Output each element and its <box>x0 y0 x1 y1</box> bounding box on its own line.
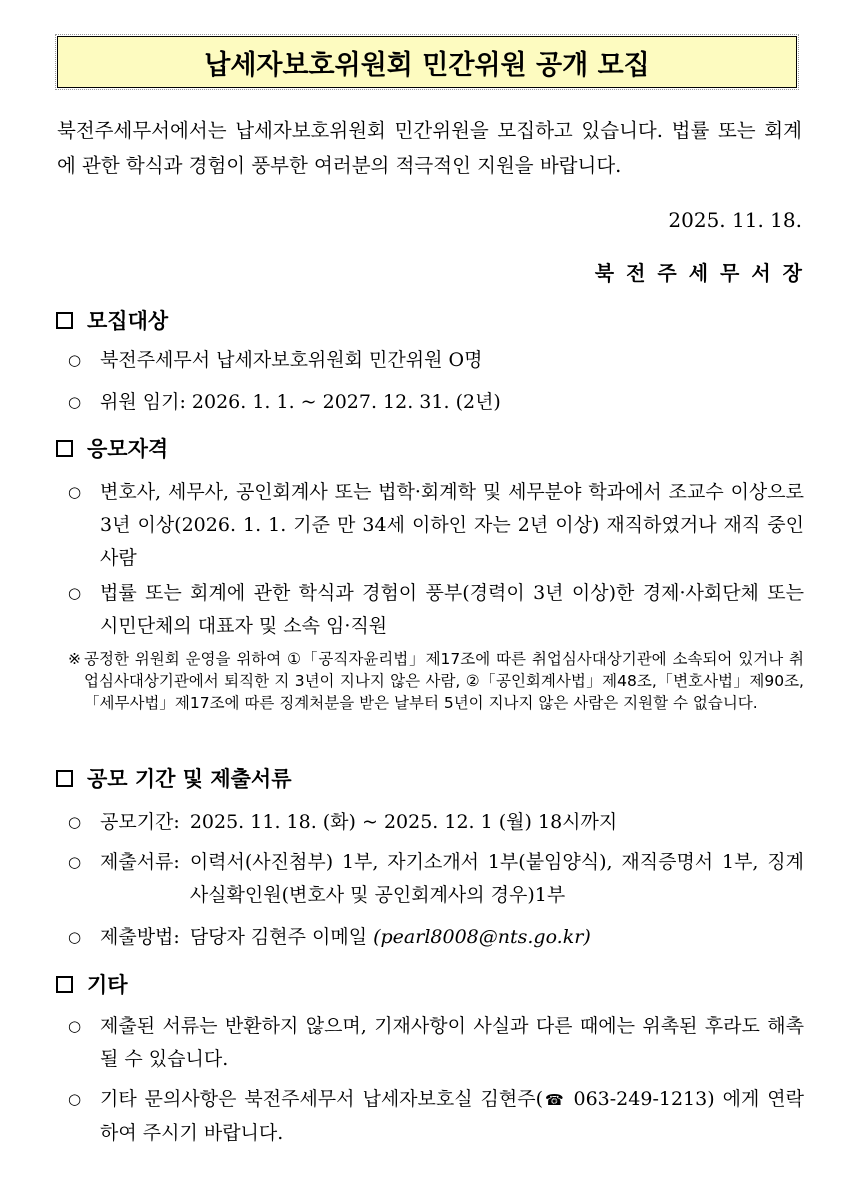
page-title: 납세자보호위원회 민간위원 공개 모집 <box>204 49 650 81</box>
title-box <box>57 36 797 88</box>
phone-icon: ☎ <box>543 1091 566 1109</box>
list-item-method: ○ 제출방법: 담당자 김현주 이메일 (pearl8008@nts.go.kr) <box>68 921 804 954</box>
section-title: 공모 기간 및 제출서류 <box>87 766 292 791</box>
checkbox-square-icon <box>56 770 73 787</box>
circle-bullet-icon: ○ <box>68 813 82 831</box>
list-item-docs: ○ 제출서류: 이력서(사진첨부) 1부, 자기소개서 1부(붙임양식), 재직증명서 1부, 징계사실확인원(변호사 및 공인회계사의 경우)1부 <box>68 846 804 912</box>
circle-bullet-icon: ○ <box>68 928 82 946</box>
list-item: ○ 법률 또는 회계에 관한 학식과 경험이 풍부(경력이 3년 이상)한 경제·사회단체 또는 시민단체의 대표자 및 소속 임·직원 <box>68 577 804 643</box>
reference-mark-icon: ※ <box>68 650 81 668</box>
circle-bullet-icon: ○ <box>68 1090 82 1108</box>
intro-paragraph: 북전주세무서에서는 납세자보호위원회 민간위원을 모집하고 있습니다. 법률 또는 회계에 관한 학식과 경험이 풍부한 여러분의 적극적인 지원을 바랍니다. <box>57 119 802 177</box>
circle-bullet-icon: ○ <box>68 853 82 871</box>
section-heading-target <box>56 305 168 335</box>
circle-bullet-icon: ○ <box>68 351 82 369</box>
list-item: ○ 변호사, 세무사, 공인회계사 또는 법학·회계학 및 세무분야 학과에서 조교수 이상으로 3년 이상(2026. 1. 1. 기준 만 34세 이하인 자는 2년 이상) 재직하였거나 재직 중인 사람 <box>68 476 804 575</box>
document-date: 2025. 11. 18. <box>668 208 802 232</box>
list-item: ○ 북전주세무서 납세자보호위원회 민간위원 O명 <box>68 344 804 377</box>
signer: 북전주세무서장 <box>594 261 814 285</box>
list-item: ○ 제출된 서류는 반환하지 않으며, 기재사항이 사실과 다른 때에는 위촉된 후라도 해촉될 수 있습니다. <box>68 1010 804 1076</box>
checkbox-square-icon <box>56 440 73 457</box>
contact-email[interactable]: (pearl8008@nts.go.kr) <box>373 926 591 948</box>
section-title: 응모자격 <box>87 436 169 461</box>
circle-bullet-icon: ○ <box>68 483 82 501</box>
section-heading-etc <box>56 969 128 999</box>
list-item-contact: ○ 기타 문의사항은 북전주세무서 납세자보호실 김현주(☎ 063-249-1213) 에게 연락하여 주시기 바랍니다. <box>68 1083 804 1150</box>
circle-bullet-icon: ○ <box>68 393 82 411</box>
contact-phone: 063-249-1213) <box>565 1088 715 1110</box>
circle-bullet-icon: ○ <box>68 584 82 602</box>
section-title: 모집대상 <box>87 308 169 333</box>
list-item: ○ 위원 임기: 2026. 1. 1. ~ 2027. 12. 31. (2년) <box>68 386 804 419</box>
list-item-period: ○ 공모기간: 2025. 11. 18. (화) ~ 2025. 12. 1 (월) 18시까지 <box>68 806 804 839</box>
checkbox-square-icon <box>56 312 73 329</box>
checkbox-square-icon <box>56 976 73 993</box>
section-title: 기타 <box>87 972 128 997</box>
section-heading-qualification <box>56 433 168 463</box>
circle-bullet-icon: ○ <box>68 1017 82 1035</box>
note-paragraph: ※ 공정한 위원회 운영을 위하여 ①「공직자윤리법」제17조에 따른 취업심사대상기관에 소속되어 있거나 취업심사대상기관에서 퇴직한 지 3년이 지나지 않은 사람, ②「공인회계사법」제48조,「변호사법」제90조,「세무사법」제17조에 따른 징계처분을 받은 날부터 5년이 지나지 않은 사람은 지원할 수 없습니다. <box>68 650 804 712</box>
section-heading-period <box>56 763 292 793</box>
